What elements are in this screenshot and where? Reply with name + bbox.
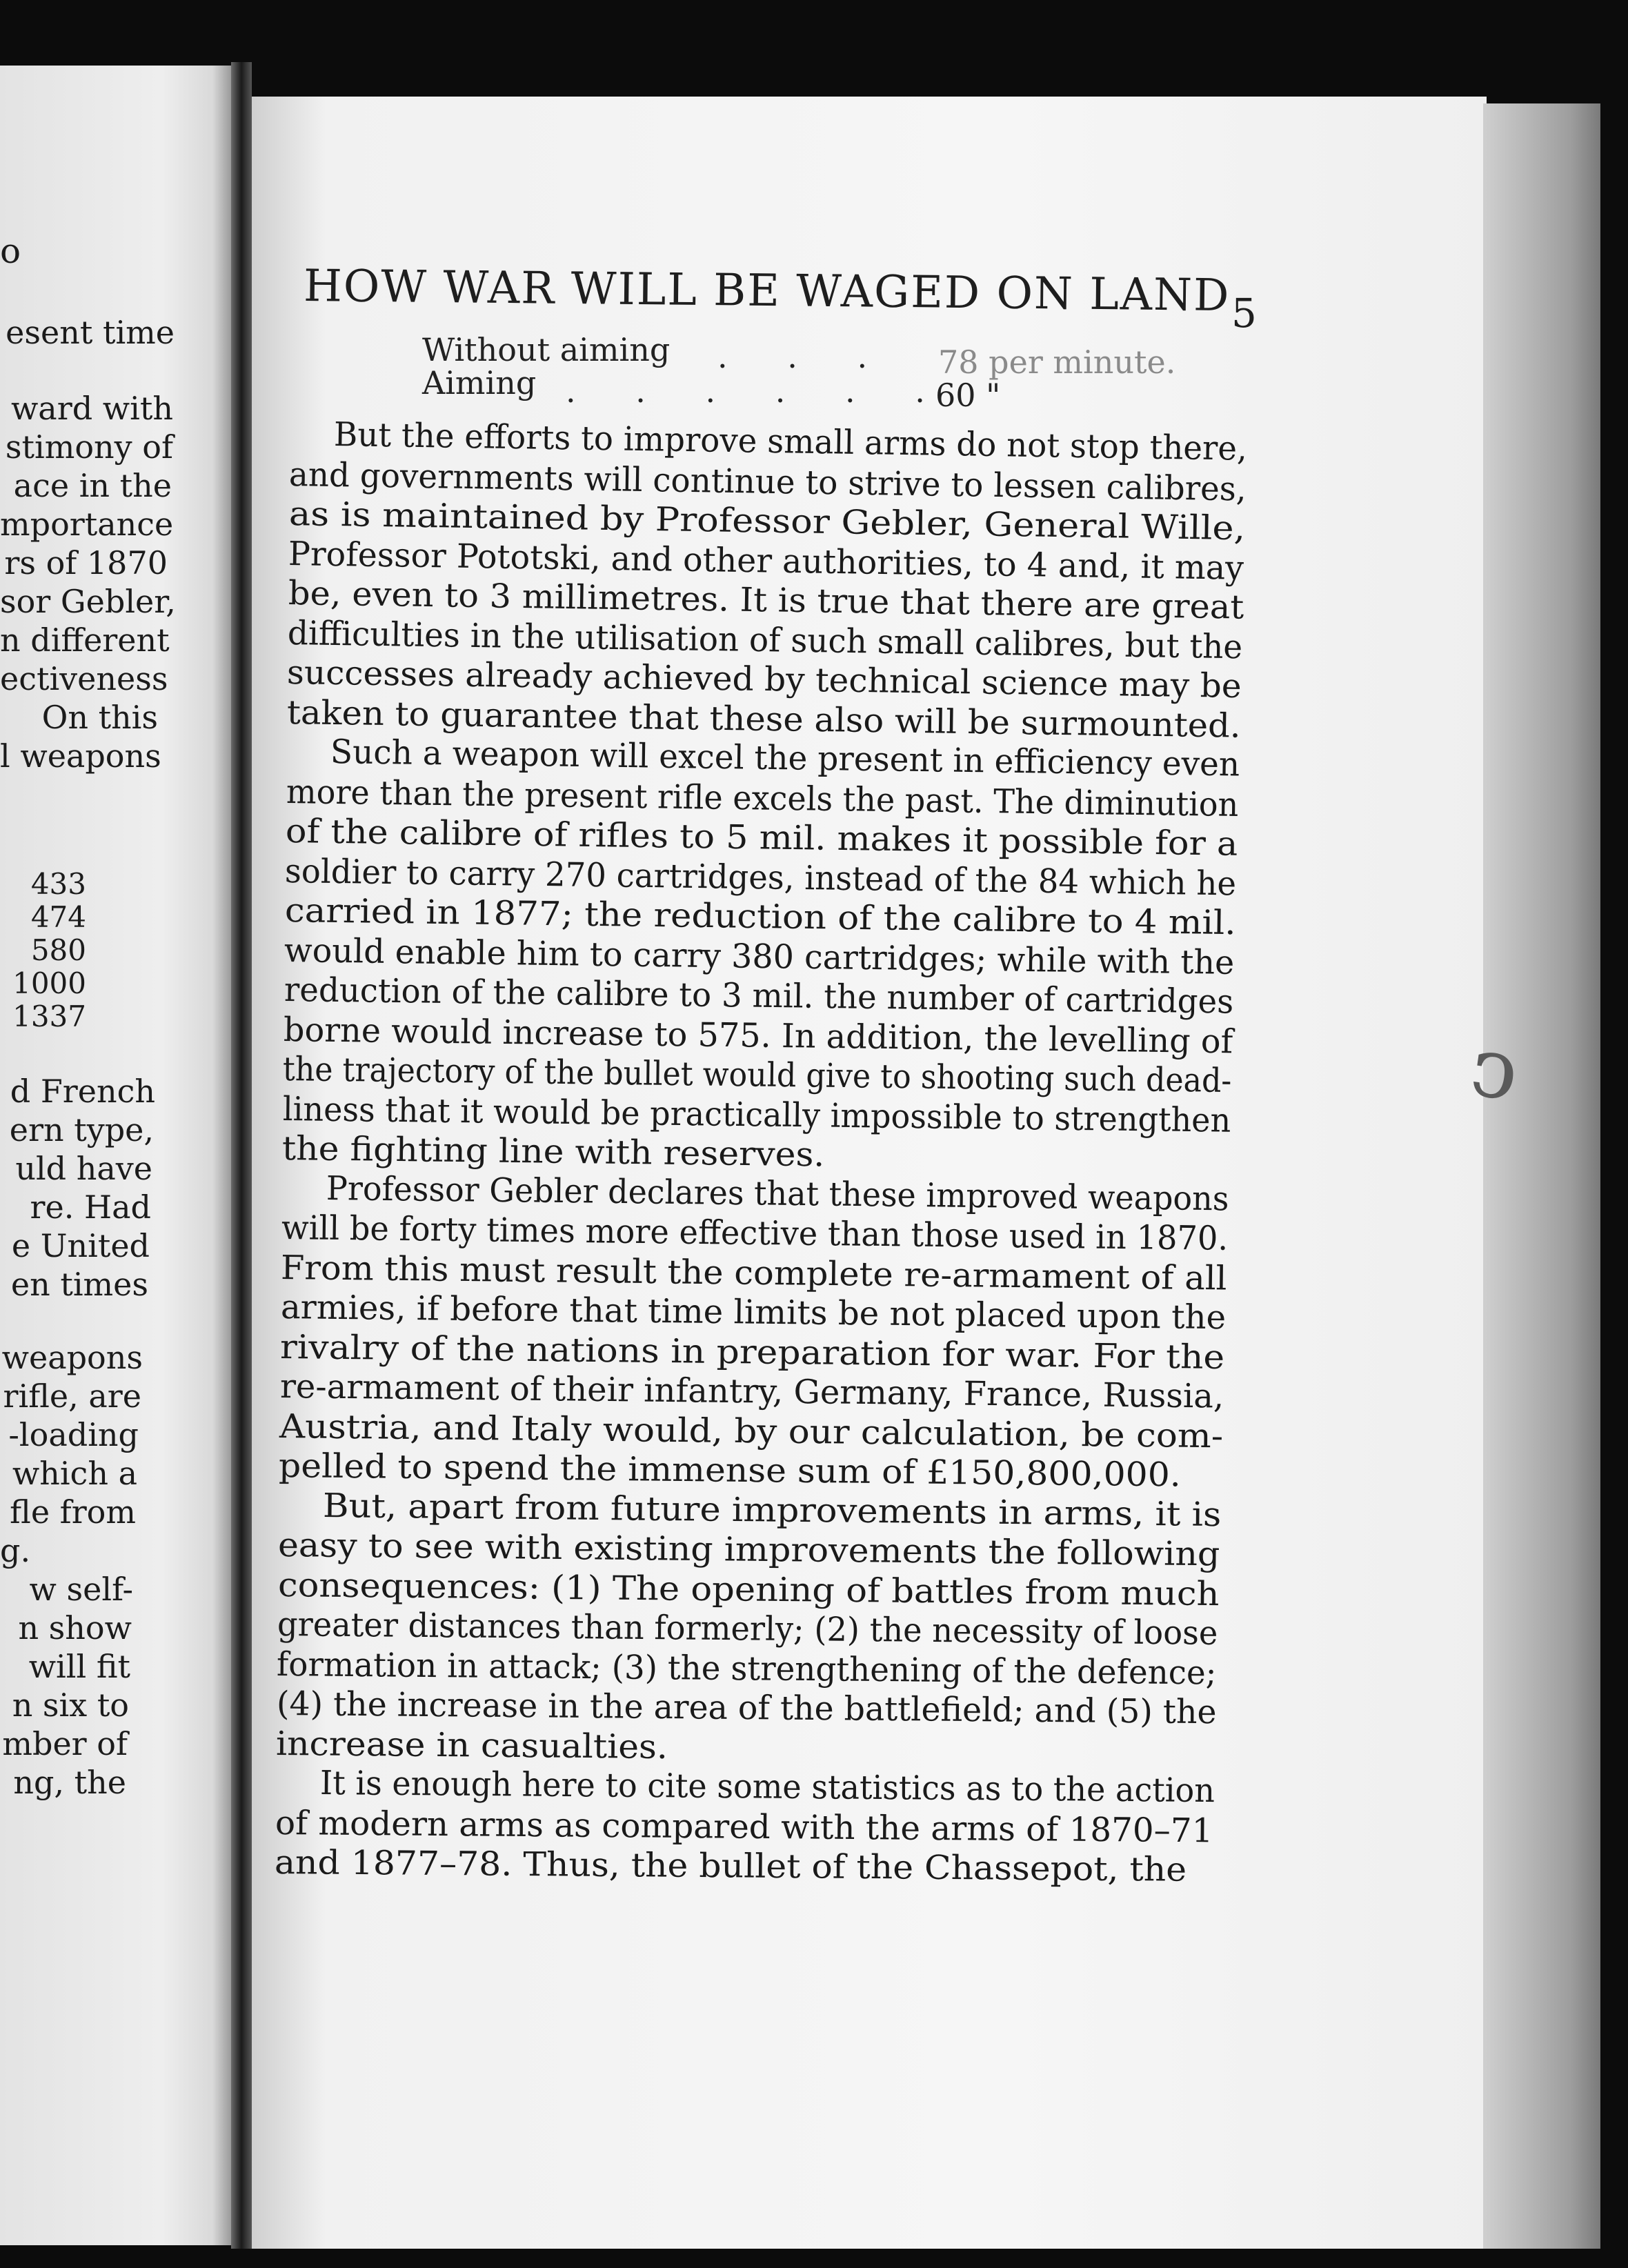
body-line: consequences: (1) The opening of battles from much — [277, 1565, 1220, 1613]
book-fore-edge — [1483, 103, 1600, 2249]
left-page-line: weapons — [1, 1339, 143, 1376]
left-page-line: mportance — [0, 506, 174, 543]
body-line: and governments will continue to strive to lessen calibres, — [288, 455, 1247, 509]
stat-value: 60 " — [935, 377, 1001, 414]
left-page-line: ectiveness — [0, 660, 168, 697]
book-gutter — [231, 62, 252, 2249]
body-line: increase in casualties. — [275, 1724, 668, 1767]
body-line: will be forty times more effective than those used in 1870. — [281, 1208, 1229, 1258]
body-line: Such a weapon will excel the present in efficiency even — [330, 733, 1240, 784]
body-line: easy to see with existing improvements the following — [277, 1526, 1220, 1574]
body-line: of modern arms as compared with the arms of 1870–71 — [275, 1803, 1213, 1850]
body-line: more than the present rifle excels the past. The diminution — [286, 772, 1239, 824]
body-line: greater distances than formerly; (2) the necessity of loose — [277, 1605, 1218, 1653]
body-line: But, apart from future improvements in arms, it is — [322, 1486, 1222, 1534]
left-page-line: On this — [41, 699, 158, 736]
body-line: pelled to spend the immense sum of £150,800,000. — [279, 1446, 1182, 1495]
left-page-line: ace in the — [13, 467, 172, 504]
left-page-number: 1000 — [12, 966, 86, 1000]
body-line: difficulties in the utilisation of such small calibres, but the — [287, 613, 1243, 666]
left-page-line: e United — [11, 1227, 150, 1264]
left-page-line: uld have — [15, 1150, 152, 1187]
left-page-line: l weapons — [0, 737, 161, 775]
body-line: Professor Gebler declares that these improved weapons — [326, 1168, 1229, 1218]
body-line: reduction of the calibre to 3 mil. the number of cartridges — [284, 971, 1234, 1022]
left-page-line: re. Had — [30, 1188, 151, 1226]
body-line: armies, if before that time limits be not placed upon the — [280, 1288, 1227, 1337]
left-page-line: g. — [0, 1532, 31, 1569]
body-line: taken to guarantee that these also will be surmounted. — [286, 693, 1241, 746]
stat-label: Aiming — [422, 364, 537, 401]
edge-ink-mark: ͻ — [1465, 1018, 1525, 1120]
body-line: Austria, and Italy would, by our calculation, be com- — [279, 1406, 1224, 1455]
body-line: would enable him to carry 380 cartridges; while with the — [284, 931, 1235, 982]
left-page — [0, 66, 231, 2245]
body-line: It is enough here to cite some statistics as to the action — [319, 1764, 1215, 1811]
left-page-number: 433 — [30, 867, 86, 901]
left-page-number: 1337 — [12, 999, 86, 1033]
body-line: formation in attack; (3) the strengthening of the defence; — [277, 1644, 1218, 1693]
left-page-line: stimony of — [5, 428, 173, 466]
left-page-line: sor Gebler, — [0, 583, 176, 620]
stat-label: Without aiming — [422, 331, 671, 368]
left-page-line: n six to — [12, 1687, 129, 1724]
body-line: But the efforts to improve small arms do not stop there, — [333, 415, 1248, 468]
left-page-number: 474 — [30, 900, 86, 934]
body-line: as is maintained by Professor Gebler, General Wille, — [288, 495, 1246, 548]
left-page-line: n show — [18, 1609, 132, 1647]
left-page-line: ward with — [10, 390, 173, 427]
body-line: the fighting line with reserves. — [281, 1129, 825, 1175]
stat-dots: . . . — [717, 338, 893, 375]
body-line: of the calibre of rifles to 5 mil. makes it possible for a — [285, 812, 1238, 864]
body-line: borne would increase to 575. In addition, the levelling of — [283, 1010, 1233, 1061]
left-page-line: fle from — [10, 1493, 136, 1531]
left-page-line: will fit — [28, 1648, 130, 1685]
body-line: rivalry of the nations in preparation for war. For the — [279, 1327, 1225, 1377]
left-page-line: rifle, are — [3, 1377, 141, 1415]
left-page-line: which a — [12, 1455, 137, 1492]
page-number: 5 — [1231, 290, 1257, 337]
body-line: liness that it would be practically impossible to strengthen — [282, 1089, 1231, 1140]
body-line: Professor Pototski, and other authorities, to 4 and, it may — [288, 534, 1244, 588]
left-page-line: ng, the — [13, 1764, 126, 1801]
stat-value: 78 per minute. — [938, 344, 1176, 381]
running-head: HOW WAR WILL BE WAGED ON LAND — [303, 260, 1231, 322]
body-line: be, even to 3 millimetres. It is true that there are great — [288, 574, 1244, 627]
body-line: soldier to carry 270 cartridges, instead of the 84 which he — [285, 851, 1237, 903]
body-line: and 1877–78. Thus, the bullet of the Chassepot, the — [275, 1843, 1187, 1889]
stat-dots: . . . . . . — [566, 372, 950, 410]
left-page-line: en times — [10, 1266, 148, 1303]
left-page-line: d French — [10, 1073, 155, 1110]
body-line: From this must result the complete re-armament of all — [281, 1248, 1228, 1298]
body-line: the trajectory of the bullet would give to shooting such dead- — [283, 1050, 1233, 1100]
body-line: (4) the increase in the area of the battlefield; and (5) the — [276, 1684, 1217, 1732]
body-line: carried in 1877; the reduction of the calibre to 4 mil. — [284, 891, 1236, 943]
left-page-line: esent time — [6, 314, 175, 351]
left-page-line: mber of — [2, 1725, 128, 1762]
left-page-line: -loading — [8, 1416, 139, 1453]
left-page-line: rs of 1870 — [4, 544, 168, 581]
left-page-line: ern type, — [9, 1111, 154, 1148]
left-page-line: n different — [0, 621, 170, 659]
left-page-number: 580 — [30, 933, 86, 967]
left-page-line: w self- — [29, 1571, 133, 1608]
body-line: re-armament of their infantry, Germany, France, Russia, — [279, 1367, 1224, 1416]
left-page-top-mark: o — [0, 231, 21, 271]
body-line: successes already achieved by technical science may be — [286, 653, 1242, 706]
